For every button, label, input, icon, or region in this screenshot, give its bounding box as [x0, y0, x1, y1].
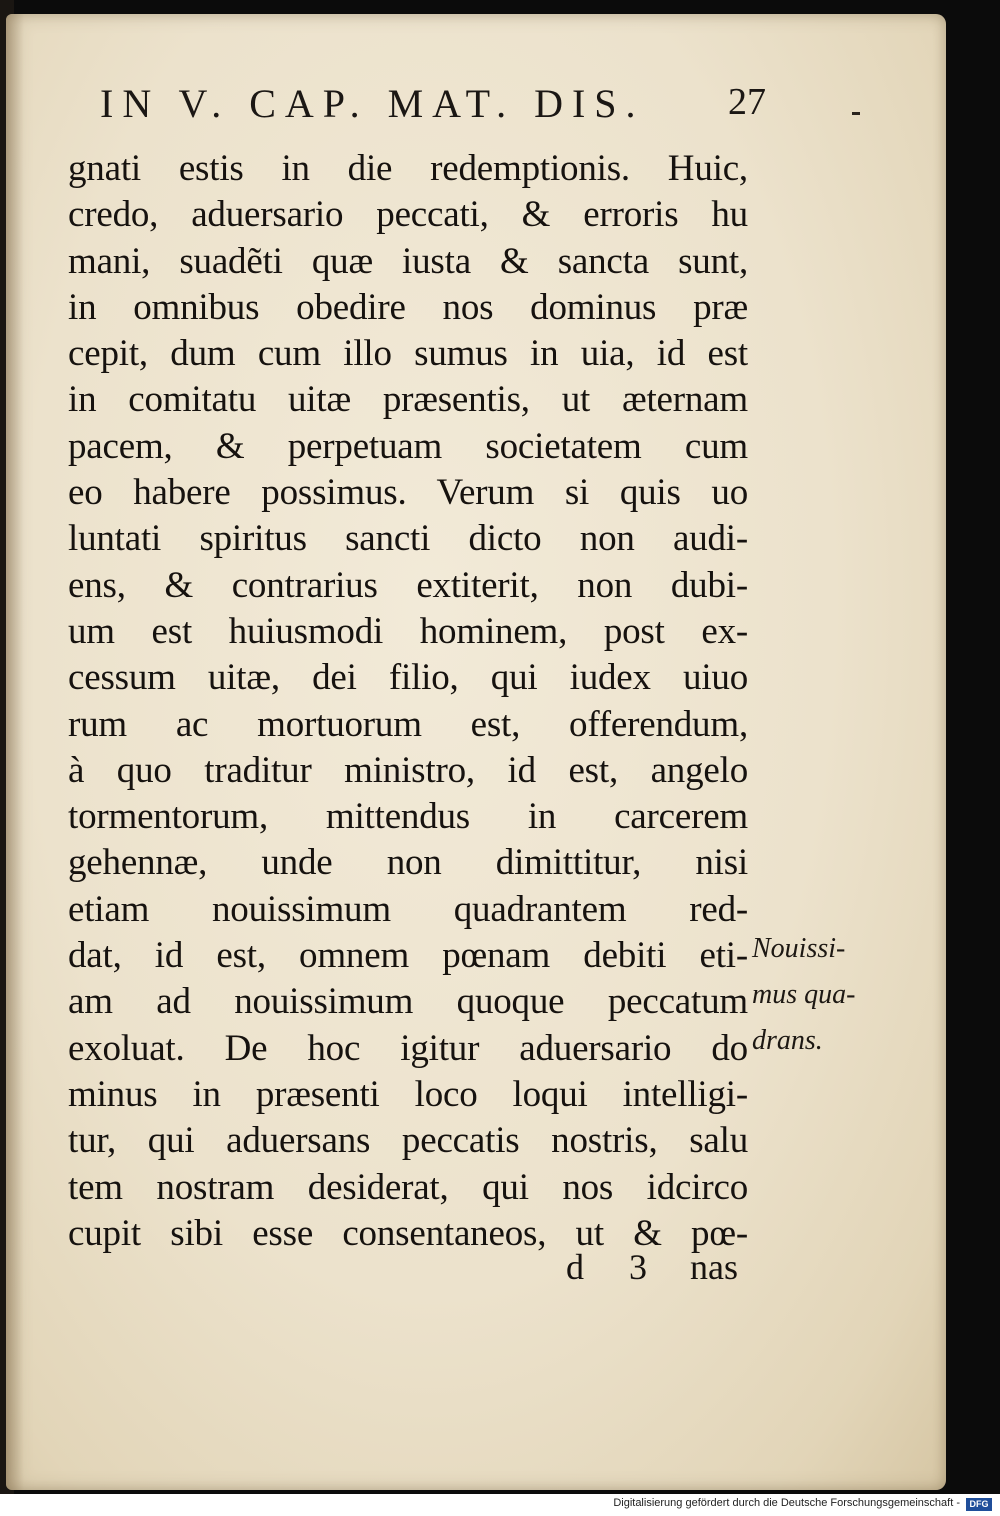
margin-note-line: mus qua- — [752, 979, 856, 1010]
running-title: IN V. CAP. MAT. DIS. — [100, 81, 645, 126]
text-line: in comitatu uitæ præsentis, ut æternam — [68, 379, 748, 421]
text-line: in omnibus obedire nos dominus præ — [68, 286, 748, 328]
text-line: um est huiusmodi hominem, post ex- — [68, 610, 748, 652]
text-line: etiam nouissimum quadrantem red- — [68, 888, 748, 930]
text-line: tormentorum, mittendus in carcerem — [68, 796, 748, 838]
text-line: am ad nouissimum quoque peccatum — [68, 981, 748, 1023]
funding-notice: Digitalisierung gefördert durch die Deutsche Forschungsgemeinschaft - — [613, 1497, 960, 1509]
margin-note-line: Nouissi- — [752, 933, 846, 964]
dfg-logo-icon: DFG — [966, 1498, 992, 1511]
text-line: mani, suadẽti quæ iusta & sancta sunt, — [68, 240, 748, 282]
margin-dash-mark — [852, 112, 860, 115]
text-line: à quo traditur ministro, id est, angelo — [68, 749, 748, 791]
catchword: nas — [690, 1247, 738, 1287]
body-text — [68, 146, 748, 1257]
text-line: minus in præsenti loco loqui intelligi- — [68, 1073, 748, 1115]
text-line: gehennæ, unde non dimittitur, nisi — [68, 842, 748, 884]
text-line: luntati spiritus sancti dicto non audi- — [68, 518, 748, 560]
text-line: tem nostram desiderat, qui nos idcirco — [68, 1166, 748, 1208]
digitization-footer — [0, 1494, 1000, 1516]
text-line: ens, & contrarius extiterit, non dubi- — [68, 564, 748, 606]
signature-line — [566, 1246, 738, 1288]
margin-note — [752, 926, 855, 1064]
text-line: eo habere possimus. Verum si quis uo — [68, 472, 748, 514]
text-line: rum ac mortuorum est, offerendum, — [68, 703, 748, 745]
signature-number: 3 — [629, 1247, 647, 1287]
book-page — [6, 14, 946, 1490]
text-line: credo, aduersario peccati, & erroris hu — [68, 194, 748, 236]
text-line: cepit, dum cum illo sumus in uia, id est — [68, 333, 748, 375]
text-line: tur, qui aduersans peccatis nostris, salu — [68, 1120, 748, 1162]
signature-mark: d — [566, 1247, 584, 1287]
text-line: pacem, & perpetuam societatem cum — [68, 425, 748, 467]
text-line: dat, id est, omnem pœnam debiti eti- — [68, 935, 748, 977]
page-number: 27 — [728, 81, 766, 123]
margin-note-line: drans. — [752, 1025, 823, 1056]
text-line: exoluat. De hoc igitur aduersario do — [68, 1027, 748, 1069]
text-line: cupit sibi esse consentaneos, ut & pœ- — [68, 1212, 748, 1254]
text-line: gnati estis in die redemptionis. Huic, — [68, 148, 748, 189]
text-line: cessum uitæ, dei filio, qui iudex uiuo — [68, 657, 748, 699]
